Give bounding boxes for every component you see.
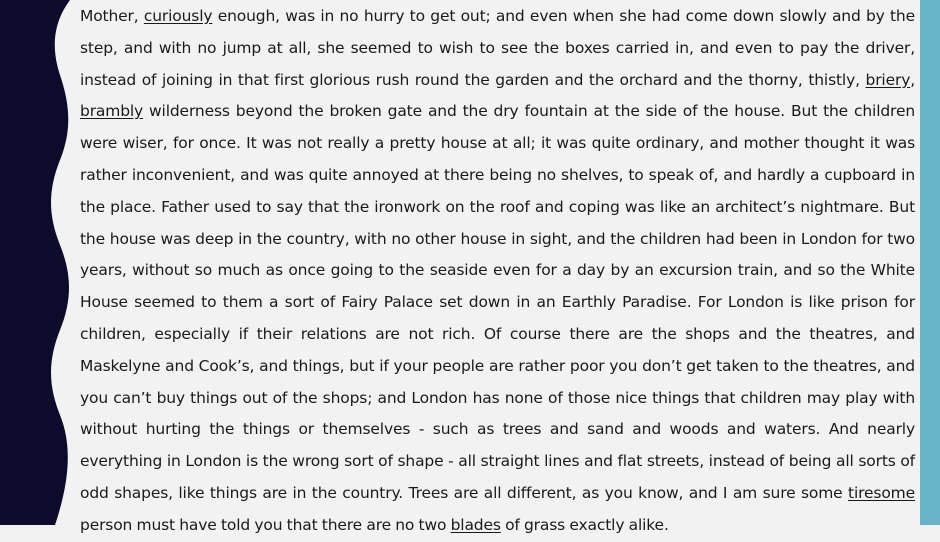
right-accent-band (920, 0, 940, 525)
reading-area (80, 1, 915, 542)
vocab-link-tiresome[interactable]: tiresome (848, 483, 915, 502)
wavy-edge-decoration (0, 0, 80, 525)
passage-text: , (910, 70, 915, 89)
vocab-link-blades[interactable]: blades (450, 515, 501, 534)
wavy-edge-shape (0, 0, 70, 525)
passage-text: of grass exactly alike. (500, 515, 669, 534)
passage-text: enough, was in no hurry to get out; and even when she had come down slowly and by the step, and with no jump at all, she seemed to wish to see the boxes carried in, and even to pay the driver, instead of joining in that first glorious rush round the garden and the orchard and the thorny, thistly, (80, 7, 915, 89)
left-wavy-band (0, 0, 80, 525)
story-passage (80, 1, 915, 542)
passage-text: person must have told you that there are no two (80, 515, 451, 534)
passage-text: Mother, (80, 7, 144, 25)
vocab-link-curiously[interactable]: curiously (143, 7, 213, 25)
vocab-link-briery[interactable]: briery (865, 70, 911, 89)
vocab-link-brambly[interactable]: brambly (80, 102, 144, 121)
passage-text: wilderness beyond the broken gate and the dry fountain at the side of the house. But the children were wiser, for once. It was not really a pretty house at all; it was quite ordinary, and mother thought it was rather inconvenient, and was quite annoyed at there being no shelves, to speak of, and hardly a cupboard in the place. Father used to say that the ironwork on the roof and coping was like an architect’s nightmare. But the house was deep in the country, with no other house in sight, and the children had been in London for two years, without so much as once going to the seaside even for a day by an excursion train, and so the White House seemed to them a sort of Fairy Palace set down in an Earthly Paradise. For London is like prison for children, especially if their relations are not rich. Of course there are the shops and the theatres, and Maskelyne and Cook’s, and things, but if your people are rather poor you don’t get taken to the theatres, and you can’t buy things out of the shops; and London has none of those nice things that children may play with without hurting the things or themselves - such as trees and sand and woods and waters. And nearly everything in London is the wrong sort of shape - all straight lines and flat streets, instead of being all sorts of odd shapes, like things are in the country. Trees are all different, as you know, and I am sure some (80, 102, 915, 502)
